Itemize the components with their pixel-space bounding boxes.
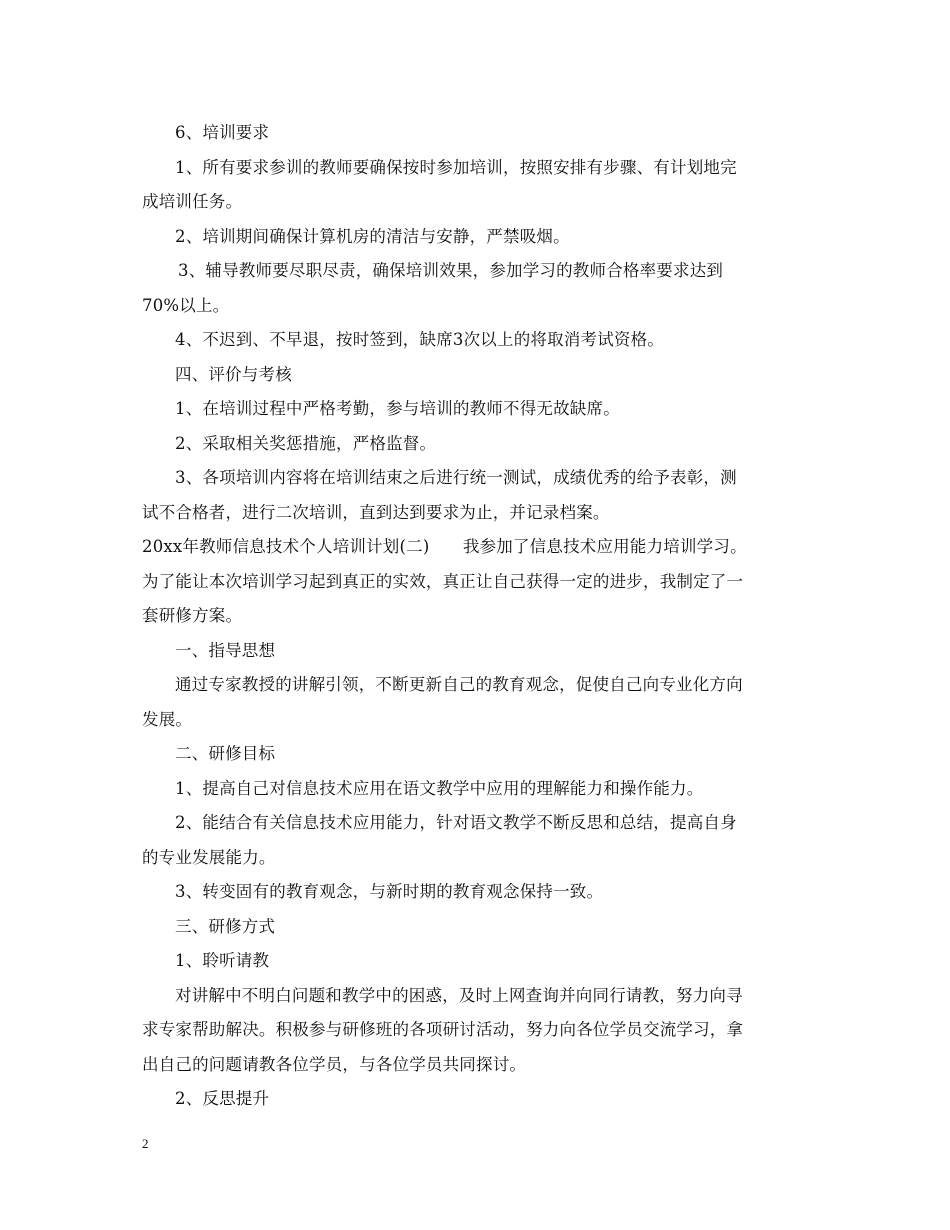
paragraph-line: 2、能结合有关信息技术应用能力，针对语文教学不断反思和总结，提高自身 <box>175 813 737 832</box>
paragraph-line: 1、提高自己对信息技术应用在语文教学中应用的理解能力和操作能力。 <box>175 778 704 798</box>
paragraph-line: 为了能让本次培训学习起到真正的实效，真正让自己获得一定的进步，我制定了一 <box>142 571 744 591</box>
paragraph-line: 3、辅导教师要尽职尽责，确保培训效果，参加学习的教师合格率要求达到 <box>178 261 724 280</box>
paragraph-line: 70%以上。 <box>142 295 230 315</box>
subheading-listen-and-consult: 1、聆听请教 <box>175 951 270 970</box>
section-heading-study-goals: 二、研修目标 <box>175 744 276 763</box>
section-heading-guiding-ideology: 一、指导思想 <box>175 640 276 660</box>
paragraph-line: 求专家帮助解决。积极参与研修班的各项研讨活动，努力向各位学员交流学习，拿 <box>142 1020 744 1039</box>
paragraph-line: 成培训任务。 <box>142 192 243 211</box>
paragraph-line: 对讲解中不明白问题和教学中的困惑，及时上网查询并向同行请教，努力向寻 <box>175 985 743 1005</box>
paragraph-line: 发展。 <box>142 709 193 729</box>
paragraph-line: 1、所有要求参训的教师要确保按时参加培训，按照安排有步骤、有计划地完 <box>175 157 737 177</box>
paragraph-line: 通过专家教授的讲解引领，不断更新自己的教育观念，促使自己向专业化方向 <box>175 675 743 694</box>
paragraph-line: 出自己的问题请教各位学员，与各位学员共同探讨。 <box>142 1054 527 1074</box>
paragraph-line: 2、采取相关奖惩措施，严格监督。 <box>175 433 437 453</box>
section-heading-evaluation: 四、评价与考核 <box>175 364 292 384</box>
paragraph-line: 3、转变固有的教育观念，与新时期的教育观念保持一致。 <box>175 882 604 901</box>
plan-title-line: 20xx年教师信息技术个人培训计划(二) 我参加了信息技术应用能力培训学习。 <box>142 537 747 556</box>
paragraph-line: 3、各项培训内容将在培训结束之后进行统一测试，成绩优秀的给予表彰，测 <box>175 468 737 487</box>
section-heading-training-requirements: 6、培训要求 <box>175 123 270 142</box>
paragraph-line: 2、培训期间确保计算机房的清洁与安静，严禁吸烟。 <box>175 226 570 246</box>
subheading-reflect-and-improve: 2、反思提升 <box>175 1089 270 1108</box>
paragraph-line: 4、不迟到、不早退，按时签到，缺席3次以上的将取消考试资格。 <box>175 330 664 349</box>
document-body <box>142 116 810 1117</box>
paragraph-line: 1、在培训过程中严格考勤，参与培训的教师不得无故缺席。 <box>175 399 620 418</box>
paragraph-line: 试不合格者，进行二次培训，直到达到要求为止，并记录档案。 <box>142 502 610 522</box>
page-number: 2 <box>142 1136 149 1151</box>
section-heading-study-methods: 三、研修方式 <box>175 916 276 936</box>
paragraph-line: 套研修方案。 <box>142 606 243 625</box>
paragraph-line: 的专业发展能力。 <box>142 847 276 867</box>
